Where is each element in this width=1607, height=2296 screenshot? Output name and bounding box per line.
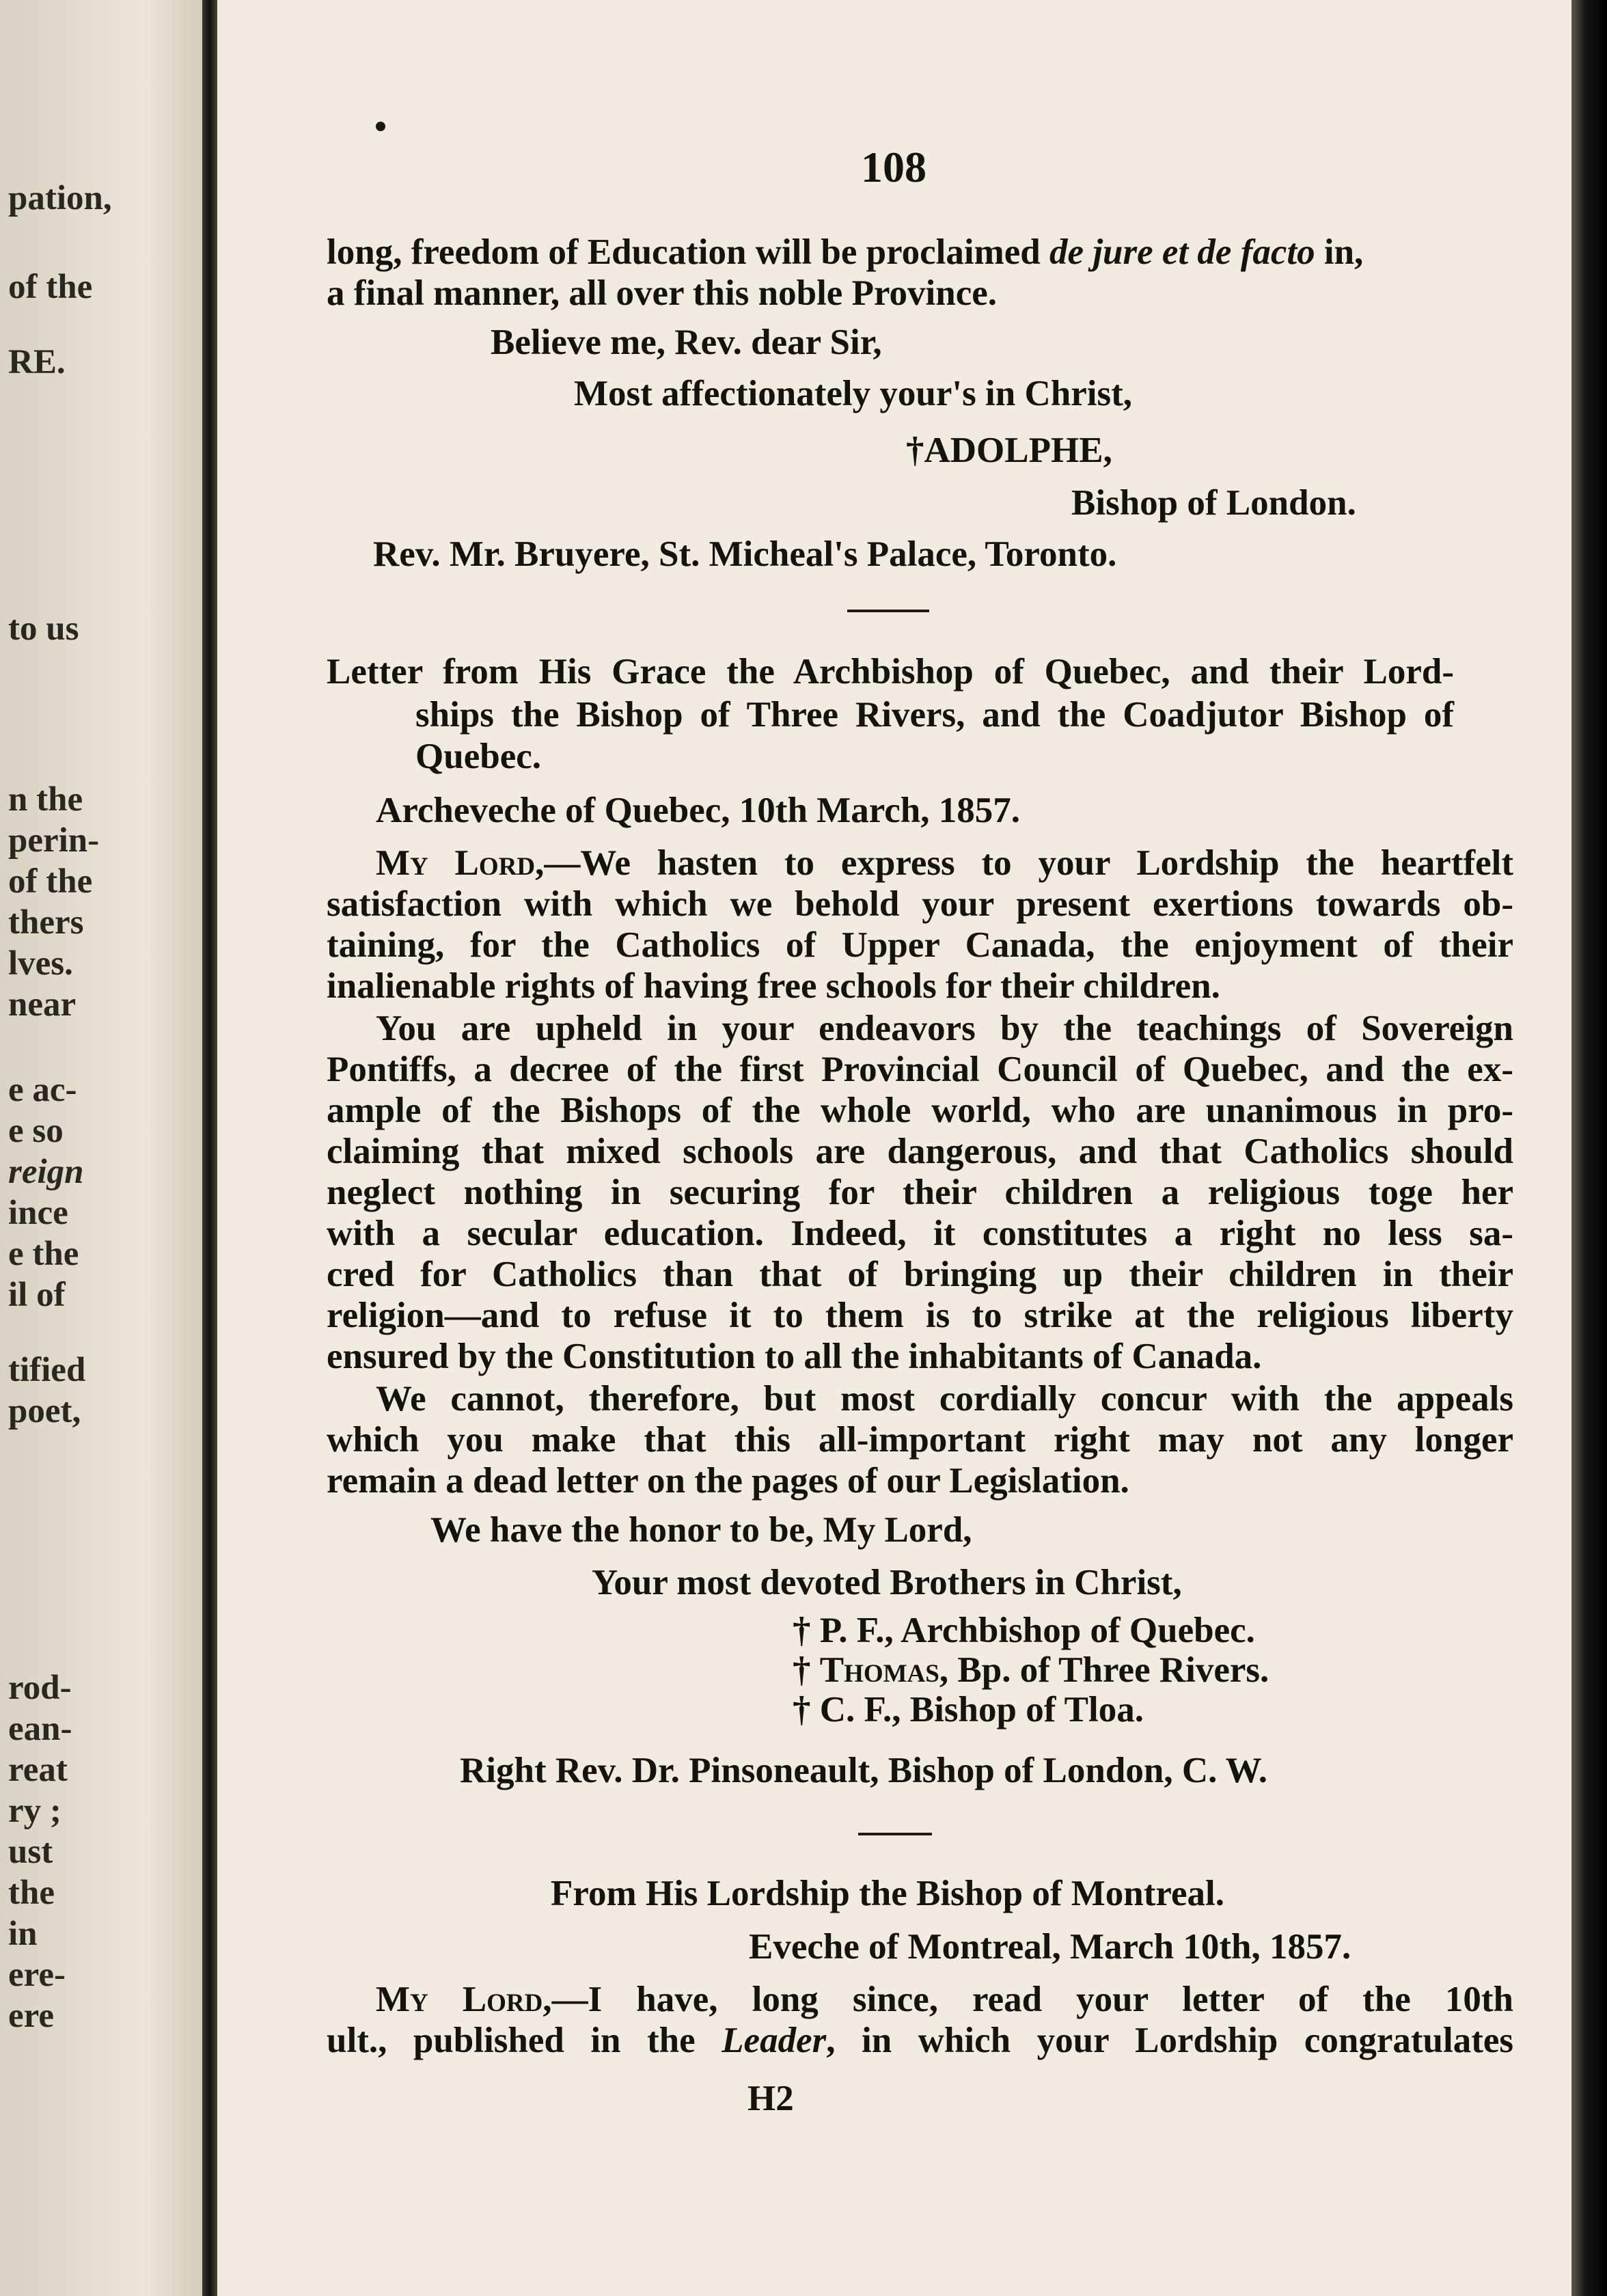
page-edge-shadow [1571, 0, 1607, 2296]
text-line: cred for Catholics than that of bringing up their children in their [327, 1255, 1513, 1294]
text-line: claiming that mixed schools are dangerous, and that Catholics should [327, 1132, 1513, 1171]
text-line: taining, for the Catholics of Upper Canada, the enjoyment of their [327, 925, 1513, 965]
signatory: † C. F., Bishop of Tloa. [793, 1690, 1144, 1730]
addressee: Rev. Mr. Bruyere, St. Micheal's Palace, Toronto. [373, 534, 1117, 574]
signature-mark: H2 [747, 2079, 794, 2118]
book-page [217, 0, 1571, 2296]
facing-text: lves. [8, 944, 73, 983]
facing-text: the [8, 1874, 55, 1912]
text-line: remain a dead letter on the pages of our Legislation. [327, 1461, 1129, 1501]
letter-heading: ships the Bishop of Three Rivers, and the Coadjutor Bishop of [415, 695, 1454, 735]
facing-text: e ac- [8, 1071, 77, 1109]
text-line: with a secular education. Indeed, it constitutes a right no less sa- [327, 1214, 1513, 1253]
text-line: My Lord,—I have, long since, read your letter of the 10th [376, 1980, 1513, 2019]
facing-text: to us [8, 610, 79, 648]
signatory: † P. F., Archbishop of Quebec. [793, 1611, 1255, 1650]
text-line: ult., published in the Leader, in which your Lordship congratulates [327, 2021, 1514, 2060]
facing-page-fragment [0, 0, 205, 2296]
facing-text: reat [8, 1751, 68, 1789]
closing-line: Most affectionately your's in Christ, [574, 374, 1132, 413]
closing-line: Your most devoted Brothers in Christ, [592, 1563, 1182, 1602]
text-line: neglect nothing in securing for their children a religious toge her [327, 1173, 1513, 1212]
signature: †ADOLPHE, [906, 430, 1112, 470]
facing-text: ry ; [8, 1792, 61, 1830]
facing-text: poet, [8, 1392, 81, 1430]
facing-text: thers [8, 903, 84, 942]
signatory: † Thomas, Bp. of Three Rivers. [793, 1650, 1269, 1690]
text-line: religion—and to refuse it to them is to strike at the religious liberty [327, 1296, 1513, 1335]
letter-heading: Letter from His Grace the Archbishop of Quebec, and their Lord- [327, 652, 1454, 692]
book-gutter [202, 0, 217, 2296]
facing-text: tified [8, 1351, 86, 1389]
facing-text: n the [8, 780, 83, 819]
text-line: which you make that this all-important right may not any longer [327, 1420, 1513, 1460]
facing-text: il of [8, 1276, 66, 1314]
facing-text: ere- [8, 1956, 66, 1994]
facing-text: e so [8, 1112, 64, 1150]
letter-heading: Quebec. [415, 737, 541, 776]
facing-text: ust [8, 1833, 53, 1871]
dateline: Archeveche of Quebec, 10th March, 1857. [376, 791, 1021, 830]
facing-text: ere [8, 1997, 54, 2035]
letter-heading: From His Lordship the Bishop of Montreal. [551, 1874, 1224, 1913]
facing-text: ince [8, 1194, 68, 1232]
text-line: long, freedom of Education will be proclaimed de jure et de facto in, [327, 232, 1364, 272]
facing-text: rod- [8, 1669, 72, 1707]
text-line: ample of the Bishops of the whole world, who are unanimous in pro- [327, 1091, 1513, 1130]
section-rule [858, 1833, 932, 1835]
signature-title: Bishop of London. [1071, 483, 1356, 523]
addressee: Right Rev. Dr. Pinsoneault, Bishop of London, C. W. [460, 1751, 1268, 1790]
facing-text: RE. [8, 343, 66, 381]
facing-text: pation, [8, 179, 112, 217]
ink-dot [376, 122, 385, 131]
text-line: Pontiffs, a decree of the first Provincial Council of Quebec, and the ex- [327, 1050, 1513, 1089]
facing-text: near [8, 985, 77, 1024]
dateline: Eveche of Montreal, March 10th, 1857. [749, 1927, 1351, 1967]
facing-text: in [8, 1915, 38, 1953]
facing-text: perin- [8, 821, 100, 860]
facing-text: of the [8, 268, 93, 306]
text-line: inalienable rights of having free schools for their children. [327, 966, 1220, 1006]
closing-line: We have the honor to be, My Lord, [430, 1510, 972, 1550]
closing-line: Believe me, Rev. dear Sir, [491, 323, 882, 362]
page-number: 108 [861, 143, 926, 191]
facing-text: e the [8, 1235, 79, 1273]
text-line: ensured by the Constitution to all the inhabitants of Canada. [327, 1337, 1262, 1376]
facing-text: ean- [8, 1710, 72, 1748]
text-line: a final manner, all over this noble Province. [327, 273, 998, 313]
facing-text: reign [8, 1153, 84, 1191]
section-rule [847, 610, 929, 612]
text-line: My Lord,—We hasten to express to your Lordship the heartfelt [376, 843, 1513, 883]
text-line: You are upheld in your endeavors by the teachings of Sovereign [376, 1009, 1513, 1048]
text-line: We cannot, therefore, but most cordially concur with the appeals [376, 1379, 1513, 1419]
text-line: satisfaction with which we behold your present exertions towards ob- [327, 884, 1513, 924]
facing-text: of the [8, 862, 93, 901]
